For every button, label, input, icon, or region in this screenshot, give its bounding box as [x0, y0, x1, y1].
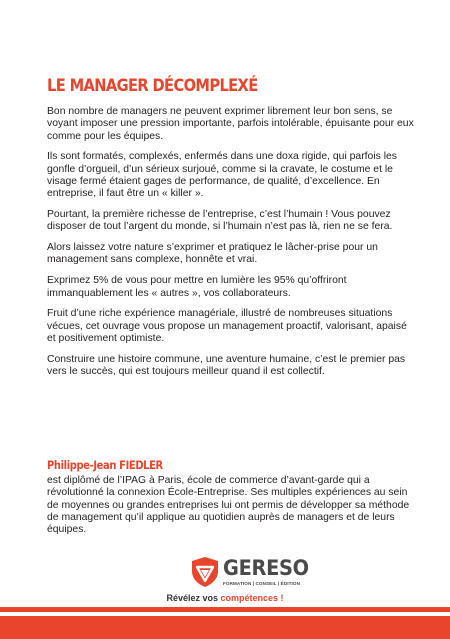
- slogan-accent: compétences !: [220, 593, 284, 603]
- publisher-name: GERESO: [223, 556, 309, 580]
- bottom-stripe-thin: [0, 607, 450, 612]
- bottom-stripe-band: [0, 616, 450, 639]
- book-title: LE MANAGER DÉCOMPLEXÉ: [47, 76, 258, 96]
- blurb-paragraph-4: Alors laissez votre nature s’exprimer et pratiquez le lâcher-prise pour un management sans complexe, honnête et vrai.: [47, 242, 378, 266]
- author-bio: est diplômé de l’IPAG à Paris, école de commerce d’avant-garde qui a révolutionné la connexion École-Entreprise. Ses multiples expériences au sein de moyennes ou grandes entreprises lui ont permis de développer sa méthode de management qu’il applique au quotidien auprès de managers et de leurs équipes.: [47, 475, 410, 536]
- blurb-paragraph-1: Bon nombre de managers ne peuvent exprimer librement leur bon sens, se voyant imposer une pression importante, parfois intolérable, épuisante pour eux comme pour les équipes.: [47, 106, 414, 142]
- blurb-paragraph-2: Ils sont formatés, complexés, enfermés dans une doxa rigide, qui parfois les gonfle d’orgueil, d’un sérieux surjoué, comme si la cravate, le costume et le visage fermé étaient gages de performance, de qualité, d’excellence. En entreprise, il faut être un « killer ».: [47, 151, 397, 200]
- author-name: Philippe-Jean FIEDLER: [47, 458, 163, 472]
- publisher-services: FORMATION | CONSEIL | ÉDITION: [223, 581, 301, 586]
- gereso-shield-icon: [192, 557, 218, 587]
- blurb-paragraph-3: Pourtant, la première richesse de l’entreprise, c’est l’humain ! Vous pouvez disposer de tout l’argent du monde, si l’humain n’est pas là, rien ne se fera.: [47, 209, 393, 233]
- publisher-slogan: [0, 593, 450, 603]
- blurb-paragraph-5: Exprimez 5% de vous pour mettre en lumière les 95% qu’offriront immanquablement les « autres », vos collaborateurs.: [47, 275, 347, 299]
- blurb: [47, 106, 417, 387]
- blurb-paragraph-7: Construire une histoire commune, une aventure humaine, c’est le premier pas vers le succès, qui est toujours meilleur quand il est collectif.: [47, 353, 406, 378]
- slogan-prefix: Révélez vos: [166, 593, 221, 603]
- blurb-paragraph-6: Fruit d’une riche expérience managériale, illustré de nombreuses situations vécues, cet ouvrage vous propose un management proactif, valorisant, apaisé et positivement optimiste.: [47, 308, 407, 344]
- publisher-logo: [192, 556, 312, 590]
